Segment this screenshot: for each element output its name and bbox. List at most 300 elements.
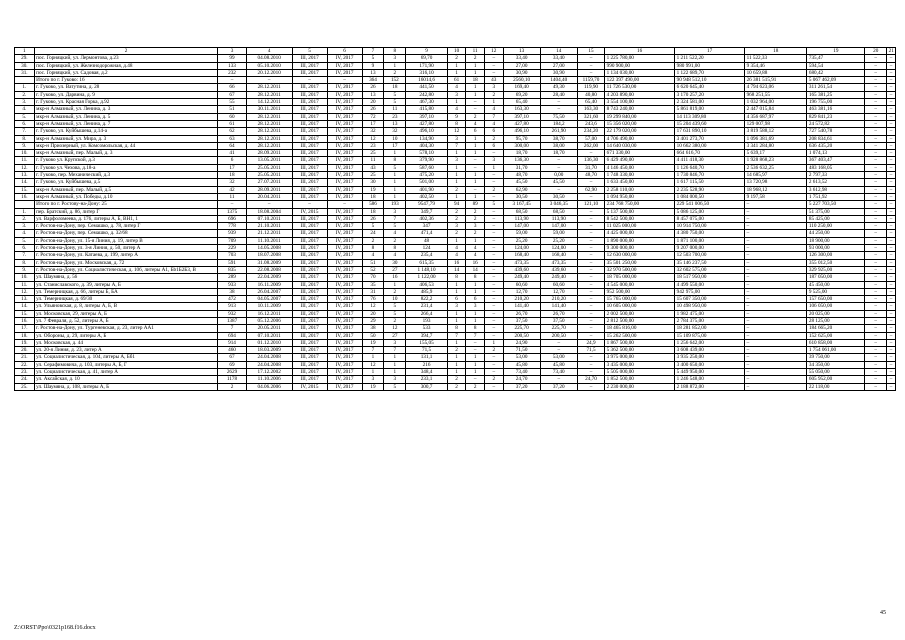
table-cell: – [865,164,887,171]
table-cell: 18 [466,77,485,84]
table-cell: – [292,77,327,84]
table-cell: 1 [384,193,406,200]
table-cell: – [865,106,887,113]
table-cell: – [865,252,887,259]
table-cell: 316,10 [406,69,448,76]
table-row [15,55,896,62]
table-cell: – [887,106,896,113]
table-cell: – [887,62,896,69]
table-cell: 20 [362,99,384,106]
table-cell: 401,90 [406,186,448,193]
table-cell: 914 [218,339,246,346]
table-cell: 5. [15,113,35,120]
table-cell: 136,30 [577,157,604,164]
table-cell: – [865,339,887,346]
table-cell: 1 [466,179,485,186]
table-cell: 04.05.2007 [246,296,292,303]
address-cell: ул. Серафимовича, д. 103, литеры А, Б, Г [34,361,218,368]
table-cell: 4 [447,84,466,91]
table-cell: 364 [362,77,384,84]
table-cell: – [865,281,887,288]
table-cell: III, 2017 [292,252,327,259]
table-cell: IV, 2017 [327,142,362,149]
table-cell: IV, 2017 [327,99,362,106]
table-cell: 30. [15,62,35,69]
address-cell: г. Ростов-на-Дону, ул. Катаева, д. 199, литер А [34,252,218,259]
table-cell: 233,1 [406,376,448,383]
table-cell: 1 748 330,00 [605,172,675,179]
table-cell: – [887,113,896,120]
table-cell: IV, 2017 [327,296,362,303]
table-cell: 473,35 [540,259,577,266]
table-cell: 110 250,00 [807,223,865,230]
table-cell: 2 235 528,90 [675,186,745,193]
table-cell: 165 381,25 [807,91,865,98]
table-cell: 196 755,00 [807,99,865,106]
address-cell: г. Гуково ул. Чехова, д.18-а [34,164,218,171]
table-cell: – [540,347,577,354]
table-cell: 402,36 [406,215,448,222]
table-cell: 1 [466,317,485,324]
table-cell: 07.10.2011 [246,332,292,339]
table-cell: 2 [466,113,485,120]
table-cell: 12. [15,164,35,171]
table-cell: 43 [484,77,503,84]
address-cell: г. Гуково, ул. Ватутина, д. 28 [34,84,218,91]
table-cell: 4 [384,230,406,237]
table-cell: – [577,230,604,237]
table-cell: 933 [218,281,246,288]
table-cell: 155,05 [406,339,448,346]
table-cell: 22 179 020,00 [605,128,675,135]
table-row [15,266,896,273]
table-cell: 89 [466,201,485,208]
table-cell: 591 [218,259,246,266]
table-cell: 1 084 000,50 [675,193,745,200]
table-cell: 2629 [218,369,246,376]
table-cell: IV, 2017 [327,215,362,222]
table-cell: 1 122 689,70 [675,69,745,76]
table-cell: IV, 2017 [327,150,362,157]
table-cell: 636 435,20 [807,142,865,149]
table-cell: 17 [362,120,384,127]
table-cell: 157 650,00 [807,296,865,303]
table-cell: 7 [384,215,406,222]
table-cell: 249,40 [540,274,577,281]
table-cell: – [540,157,577,164]
table-cell: 1 [466,84,485,91]
table-cell: 93 000,00 [807,245,865,252]
table-cell: 17 [218,164,246,171]
table-cell: – [865,266,887,273]
table-cell: III, 2017 [292,164,327,171]
table-cell: IV, 2017 [327,120,362,127]
table-cell: 16 [447,259,466,266]
address-cell: г. Гуково, ул. Куйбышева, д.14-а [34,128,218,135]
table-cell: III, 2017 [292,150,327,157]
table-cell: – [865,245,887,252]
table-cell: 19 [362,186,384,193]
table-cell: IV, 2017 [327,245,362,252]
table-cell: 33,40 [503,55,540,62]
table-cell: 3 612,98 [807,186,865,193]
table-cell: IV, 2017 [327,69,362,76]
table-cell: 21.12.2011 [246,230,292,237]
table-cell: 475,20 [406,172,448,179]
table-row [15,383,896,390]
table-cell: 329 925,00 [807,266,865,273]
table-cell: IV, 2017 [327,376,362,383]
table-cell: 21. [15,354,35,361]
table-cell: 4. [15,230,35,237]
table-cell: 193 [406,317,448,324]
table-cell: 171,90 [406,62,448,69]
table-cell: IV, 2017 [327,135,362,142]
table-cell: 90 948 512,10 [675,77,745,84]
table-cell: 5 [384,223,406,230]
table-cell: 12,70 [540,288,577,295]
table-cell: IV, 2015 [292,208,327,215]
table-cell: 51 [218,106,246,113]
table-cell: – [865,186,887,193]
column-number-cell: 14 [540,48,577,55]
table-cell: 709 [218,237,246,244]
table-cell: 55 050,00 [807,369,865,376]
table-cell: – [745,245,807,252]
table-cell: – [246,201,292,208]
table-cell: 18 [362,193,384,200]
table-cell: – [246,77,292,84]
table-cell: 3. [15,99,35,106]
address-cell: ул. Темерницкая, д. 69/30 [34,296,218,303]
table-cell: 1 [447,99,466,106]
table-cell: 18,70 [503,150,540,157]
table-cell: III, 2017 [292,347,327,354]
column-number-cell: 1 [15,48,35,55]
table-cell: – [484,237,503,244]
table-cell: 15 765 000,00 [605,296,675,303]
table-cell: – [865,55,887,62]
table-cell: 1 751,92 [807,193,865,200]
column-number-cell: 4 [246,48,292,55]
table-cell: – [745,274,807,281]
table-cell: – [327,201,362,208]
table-cell: – [865,354,887,361]
table-cell: 952 500,00 [605,288,675,295]
address-cell: г. Гуково ул. Крупской, д.3 [34,157,218,164]
table-cell: 11 [384,106,406,113]
table-cell: 05.12.2006 [246,317,292,324]
table-cell: 2 [466,208,485,215]
address-cell: г. Ростов-на-Дону, пер. Семашко, д. 78, литер Г [34,223,218,230]
table-row [15,354,896,361]
table-cell: 829 841,23 [807,113,865,120]
table-cell: – [484,252,503,259]
address-cell: пос. Горняцкий, ул. Лермонтова, д.23 [34,55,218,62]
table-cell: – [484,62,503,69]
table-cell: – [218,201,246,208]
table-cell: 2 324 581,00 [675,99,745,106]
table-row [15,135,896,142]
table-cell: – [865,325,887,332]
table-cell: 28.12.2011 [246,142,292,149]
table-cell: 968 251,55 [745,91,807,98]
table-cell: 40,80 [577,91,604,98]
table-cell: IV, 2017 [327,230,362,237]
table-cell: – [887,215,896,222]
table-cell: 379,90 [406,157,448,164]
table-cell: 18.03.2009 [246,347,292,354]
table-cell: 1 096 381,69 [745,135,807,142]
table-cell: 1 633 450,00 [605,179,675,186]
table-cell: III, 2017 [292,332,327,339]
table-cell: 404,30 [406,142,448,149]
table-cell: 1 [384,354,406,361]
table-cell: 10 659,88 [745,69,807,76]
table-cell: 208 834,61 [807,135,865,142]
table-cell: III, 2017 [292,325,327,332]
table-cell: 11. [15,281,35,288]
table-cell: 11.10.2006 [246,376,292,383]
table-cell: 60,60 [540,281,577,288]
table-cell: – [540,99,577,106]
table-cell: 29. [15,55,35,62]
address-cell: ул. Станиславского, д. 39, литеры А, Б [34,281,218,288]
column-number-cell: 20 [865,48,887,55]
table-cell: 1 [466,281,485,288]
document-page [14,47,896,391]
table-cell: 69,70 [406,55,448,62]
table-cell: 3 975 000,00 [605,354,675,361]
table-cell: 12. [15,288,35,295]
address-cell: мкр-н Алмазный, ул. Ленина, д. 5 [34,113,218,120]
table-cell: 113,90 [540,215,577,222]
table-row [15,208,896,215]
address-cell: мкр-н Алмазный, ул. Ленина, д. 3 [34,106,218,113]
table-cell: 28.12.2011 [246,113,292,120]
table-cell: III, 2017 [292,303,327,310]
table-cell: III, 2017 [292,288,327,295]
table-cell: 1178 [218,376,246,383]
table-cell [15,201,35,208]
table-cell: 1 [447,172,466,179]
table-cell: 147,00 [540,223,577,230]
table-cell: 50 [362,332,384,339]
table-cell: 235,4 [406,252,448,259]
table-cell: 5 [384,99,406,106]
table-cell: – [745,325,807,332]
table-cell: 31. [15,69,35,76]
table-cell: 473,35 [503,259,540,266]
table-cell: 24.04.2008 [246,354,292,361]
table-cell: 349,7 [406,208,448,215]
address-cell: ул. Шаумяна, д. 108, литеры А, Б [34,383,218,390]
table-cell: – [577,62,604,69]
table-row [15,296,896,303]
table-cell: – [577,55,604,62]
table-cell: 20.04.2011 [246,193,292,200]
table-cell: 3 935 250,00 [675,354,745,361]
table-cell: 11. [15,157,35,164]
table-row [15,201,896,208]
table-cell: – [887,142,896,149]
table-cell: 5 [484,201,503,208]
table-cell: 4. [15,106,35,113]
table-cell: – [484,230,503,237]
table-cell: 38 [362,325,384,332]
table-cell: 1. [15,208,35,215]
table-cell: 2 536 632,25 [745,164,807,171]
table-cell: 45,50 [503,179,540,186]
table-cell: 10. [15,274,35,281]
table-cell: 1 [384,62,406,69]
table-cell: – [577,303,604,310]
table-cell: 15. [15,310,35,317]
address-cell: г. Ростов-на-Дону, ул. Социалистическая, д. 106, литеры А1, Бb1Б2Б3, В [34,266,218,273]
table-cell: – [865,288,887,295]
table-cell: IV, 2017 [327,281,362,288]
table-cell: 59,00 [540,230,577,237]
table-cell: 18,70 [540,150,577,157]
table-cell: 41 [218,150,246,157]
table-cell: 6 [218,157,246,164]
table-cell: – [887,347,896,354]
table-cell: – [484,245,503,252]
column-number-cell: 18 [745,48,807,55]
table-cell: 10 662 380,00 [675,142,745,149]
table-cell: IV, 2017 [327,106,362,113]
table-row [15,339,896,346]
table-cell: 1387 [218,317,246,324]
column-number-cell: 17 [675,48,745,55]
table-cell: – [865,303,887,310]
table-cell: 2 [447,186,466,193]
table-cell: III, 2017 [292,55,327,62]
table-cell: 15 262 500,00 [605,332,675,339]
column-number-cell: 15 [577,48,604,55]
table-cell: 2 812 500,00 [605,317,675,324]
table-cell: 2 [362,237,384,244]
table-cell: 3 046,35 [540,201,577,208]
table-cell: 3 [362,376,384,383]
table-row [15,150,896,157]
address-cell: г. Ростов-на-Дону, ул. Тургеневская, д. 23, литер АА1 [34,325,218,332]
table-cell: 2 [466,215,485,222]
table-cell: – [865,179,887,186]
table-cell: 35 [362,281,384,288]
table-cell: 501,00 [406,179,448,186]
table-cell: – [745,252,807,259]
table-row [15,281,896,288]
table-cell: – [745,332,807,339]
table-cell: 23. [15,369,35,376]
table-cell: 25 [362,150,384,157]
table-cell: 1. [15,84,35,91]
table-cell: 300,7 [406,383,448,390]
table-cell: – [466,157,485,164]
table-cell: – [865,91,887,98]
table-cell: – [292,201,327,208]
table-cell: – [887,84,896,91]
table-cell: 10 914 750,00 [675,223,745,230]
table-cell: – [577,274,604,281]
table-cell: IV, 2017 [327,223,362,230]
table-cell: 397,10 [503,113,540,120]
table-cell: 4 146 450,00 [605,164,675,171]
table-cell: 18 705 000,00 [605,274,675,281]
table-cell: 94 [447,201,466,208]
address-cell: ул. Ульяновская, д. 8, литеры А, Б, В [34,303,218,310]
table-cell: 133 [218,62,246,69]
table-cell: – [865,157,887,164]
table-cell: 347 [406,223,448,230]
table-cell: 1 [447,164,466,171]
table-cell: 3 [447,135,466,142]
table-cell: 27 [384,266,406,273]
table-cell: 6. [15,120,35,127]
table-cell: 1 246 548,00 [675,376,745,383]
table-cell: – [887,245,896,252]
table-cell: 38,70 [540,135,577,142]
table-cell: 1 754 061,00 [807,347,865,354]
address-cell: ул. 20-я Линия, д. 23, литер А [34,347,218,354]
table-cell: 04.08.2010 [246,55,292,62]
table-cell: 24.04.2008 [246,361,292,368]
table-cell: 1 [447,237,466,244]
table-cell: 32 [362,128,384,135]
table-cell: – [466,339,485,346]
table-cell: 3 [484,157,503,164]
table-cell: III, 2017 [292,69,327,76]
table-cell: 4 356 687,97 [745,113,807,120]
table-cell: – [887,259,896,266]
table-cell: – [745,208,807,215]
table-cell: – [577,332,604,339]
table-row [15,84,896,91]
column-number-cell: 10 [447,48,466,55]
table-cell: 43 [362,164,384,171]
table-row [15,303,896,310]
column-number-cell: 9 [406,48,448,55]
table-cell: 184,2 [540,120,577,127]
table-cell: 53,00 [540,354,577,361]
table-cell: – [484,288,503,295]
table-cell: 19. [15,339,35,346]
table-cell: 471,4 [406,230,448,237]
table-cell: – [484,325,503,332]
table-cell: 7 [447,142,466,149]
address-cell: ул. Темерницкая, д. 66, литеры Б, БА [34,288,218,295]
table-cell: 355 012,50 [807,259,865,266]
table-cell: 321,60 [577,113,604,120]
table-cell: 2 [466,383,485,390]
table-cell: 136,30 [503,157,540,164]
table-cell: 6 620 645,40 [675,84,745,91]
table-cell: 01.12.2010 [246,339,292,346]
table-cell: 3 401 273,70 [675,135,745,142]
address-cell: г. Ростов-на-Дону, ул. 15-я Линия, д. 19, литер В [34,237,218,244]
table-cell: III, 2017 [292,339,327,346]
table-cell: 200,50 [540,332,577,339]
table-cell: – [887,179,896,186]
table-cell: 15 204 439,60 [675,120,745,127]
table-cell: – [745,237,807,244]
table-cell: 73,40 [540,369,577,376]
table-row [15,99,896,106]
table-cell: 5 [384,310,406,317]
table-cell: 2 [484,135,503,142]
table-cell: 394,7 [406,332,448,339]
